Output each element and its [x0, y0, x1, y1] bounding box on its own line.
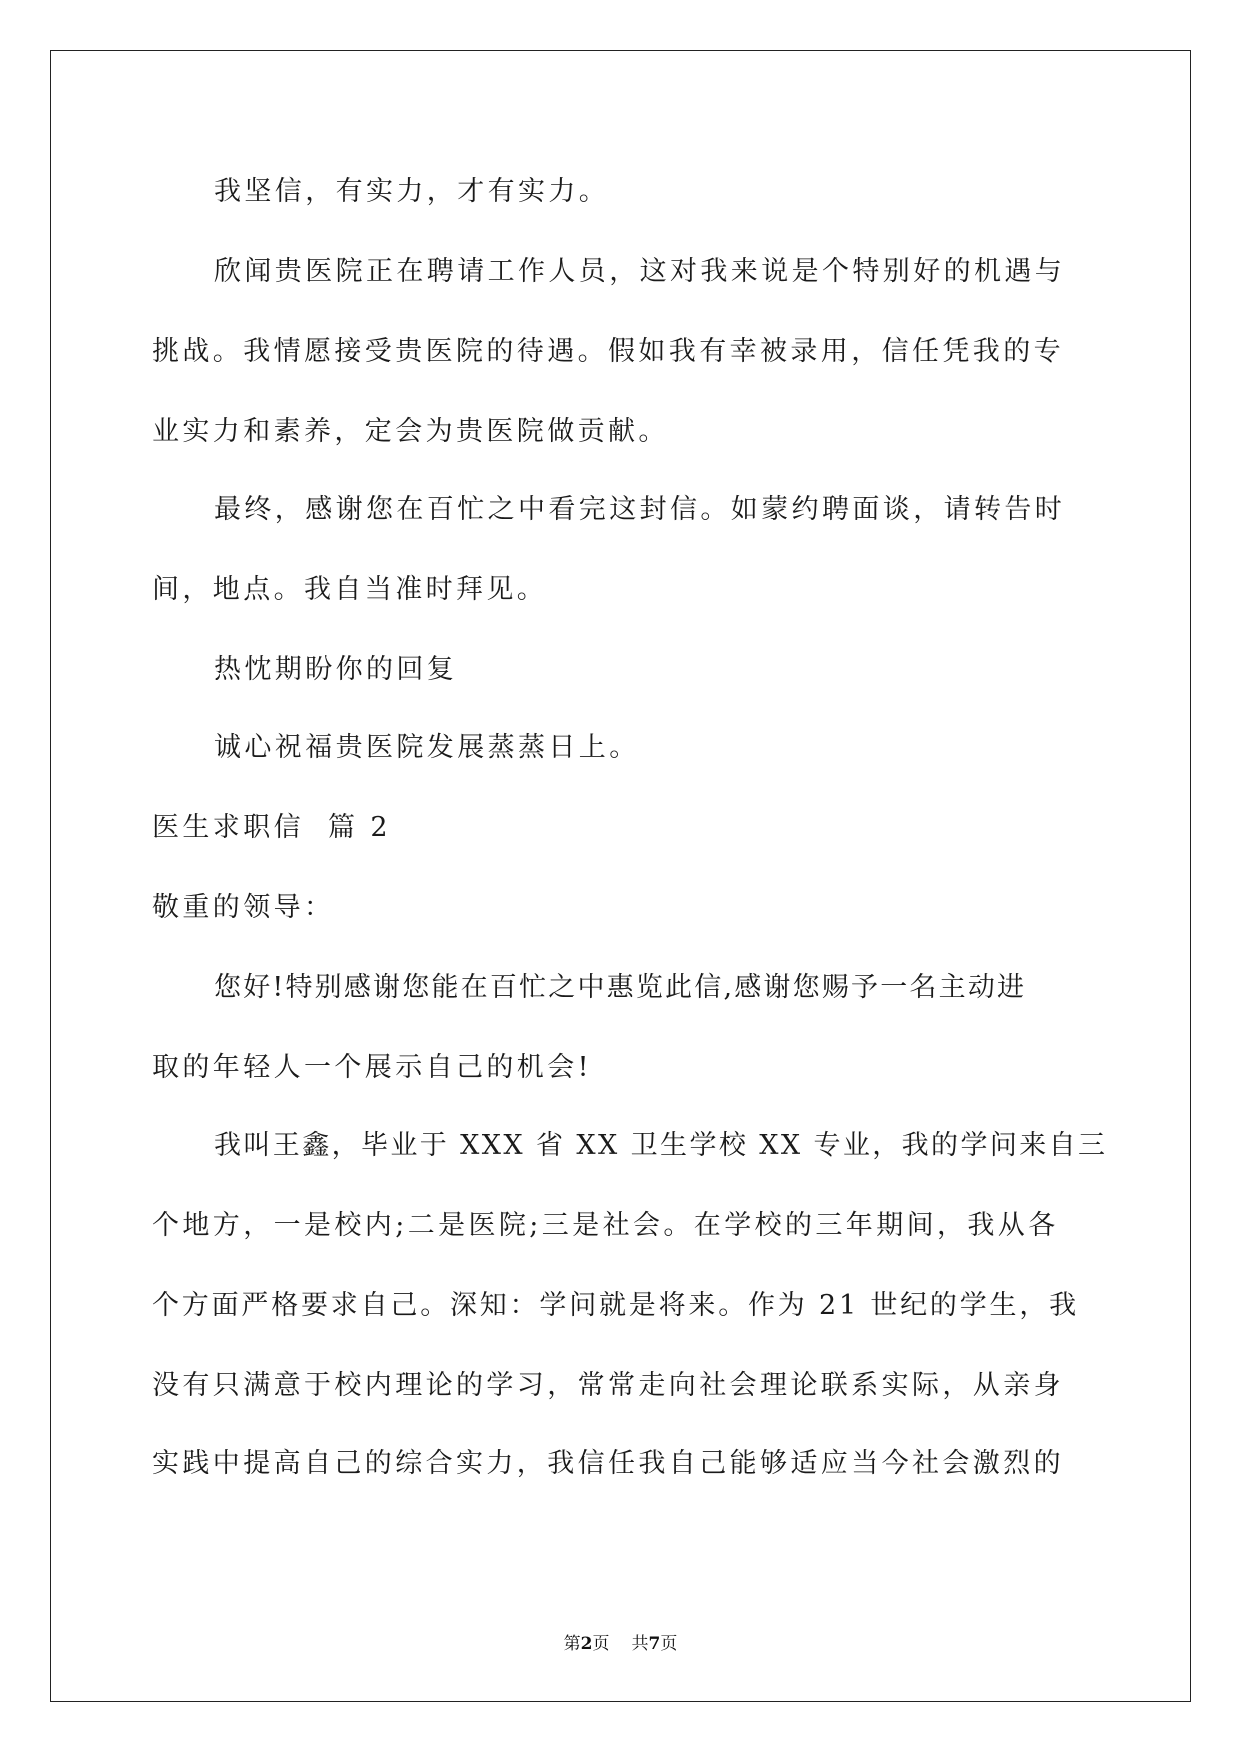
paragraph-line: 间，地点。我自当准时拜见。 — [152, 574, 548, 605]
total-suffix: 页 — [660, 1634, 678, 1654]
paragraph-line: 我坚信，有实力，才有实力。 — [214, 176, 610, 207]
paragraph-line: 最终，感谢您在百忙之中看完这封信。如蒙约聘面谈，请转告时 — [214, 494, 1066, 525]
paragraph-line: 没有只满意于校内理论的学习，常常走向社会理论联系实际，从亲身 — [152, 1370, 1064, 1401]
paragraph-line: 取的年轻人一个展示自己的机会! — [152, 1052, 592, 1083]
salutation: 敬重的领导： — [152, 892, 335, 923]
total-page-number: 7 — [648, 1634, 661, 1654]
total-prefix: 共 — [631, 1634, 649, 1654]
section-heading: 医生求职信 篇 2 — [152, 812, 391, 843]
paragraph-line: 热忱期盼你的回复 — [214, 654, 458, 685]
paragraph-line: 我叫王鑫，毕业于 XXX 省 XX 卫生学校 XX 专业，我的学问来自三 — [214, 1130, 1108, 1161]
paragraph-line: 诚心祝福贵医院发展蒸蒸日上。 — [214, 732, 640, 763]
page-footer — [0, 1632, 1241, 1656]
paragraph-line: 业实力和素养，定会为贵医院做贡献。 — [152, 416, 669, 447]
paragraph-line: 实践中提高自己的综合实力，我信任我自己能够适应当今社会激烈的 — [152, 1448, 1064, 1479]
paragraph-line: 个地方，一是校内;二是医院;三是社会。在学校的三年期间，我从各 — [152, 1210, 1059, 1241]
current-page-number: 2 — [580, 1634, 593, 1654]
paragraph-line: 个方面严格要求自己。深知：学问就是将来。作为 21 世纪的学生，我 — [152, 1290, 1079, 1321]
paragraph-line: 挑战。我情愿接受贵医院的待遇。假如我有幸被录用，信任凭我的专 — [152, 336, 1064, 367]
page-prefix: 第 — [563, 1634, 581, 1654]
page-suffix: 页 — [592, 1634, 610, 1654]
paragraph-line: 您好!特别感谢您能在百忙之中惠览此信,感谢您赐予一名主动进 — [214, 972, 1027, 1003]
paragraph-line: 欣闻贵医院正在聘请工作人员，这对我来说是个特别好的机遇与 — [214, 256, 1066, 287]
